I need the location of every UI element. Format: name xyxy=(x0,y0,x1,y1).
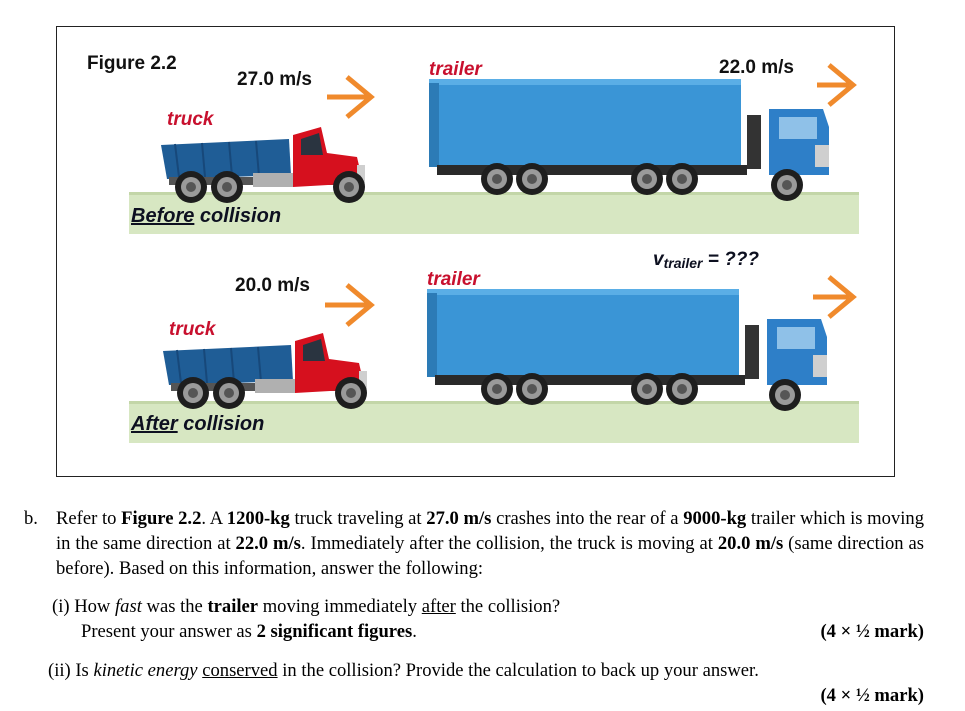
caption-before-underlined: Before xyxy=(131,205,195,227)
question-number: b. xyxy=(24,508,38,529)
trailer-speed-before: 22.0 m/s xyxy=(719,57,794,78)
q-text: the collision? xyxy=(455,596,561,617)
truck-velocity-arrow-after xyxy=(325,285,371,325)
v-symbol: v xyxy=(653,249,664,270)
truck-after xyxy=(163,333,367,409)
q-bold: 1200-kg xyxy=(226,508,290,529)
caption-after-rest: collision xyxy=(177,413,265,435)
q-italic: fast xyxy=(115,596,142,617)
sub-question-i-line2 xyxy=(52,619,924,644)
trailer-after xyxy=(427,289,827,411)
figure-2-2 xyxy=(56,26,895,477)
caption-after-underlined: After xyxy=(131,413,178,435)
q-text: . xyxy=(412,621,417,642)
q-bold: 22.0 m/s xyxy=(235,533,301,554)
q-text: . A xyxy=(201,508,227,529)
q-text: in the collision? Provide the calculation to back up your answer. xyxy=(277,660,759,681)
mark-allocation-i: (4 × ½ mark) xyxy=(820,621,924,642)
sub-question-i xyxy=(52,594,924,644)
truck-before xyxy=(161,127,365,203)
q-text: (ii) Is xyxy=(48,660,94,681)
truck-label-before: truck xyxy=(167,109,214,130)
q-text: Refer to xyxy=(56,508,122,529)
trailer-before xyxy=(429,79,829,201)
q-text: (i) How xyxy=(52,596,115,617)
q-text: trailer which is moving in the same direction at xyxy=(56,508,925,554)
q-text: . Immediately after the collision, the truck is moving at xyxy=(300,533,718,554)
q-bold: 20.0 m/s xyxy=(717,533,784,554)
q-text: Present your answer as xyxy=(81,621,257,642)
v-subscript: trailer xyxy=(663,255,703,271)
trailer-velocity-unknown xyxy=(653,249,759,271)
q-italic: kinetic energy xyxy=(93,660,198,681)
q-bold: trailer xyxy=(207,596,259,617)
q-text: crashes into the rear of a xyxy=(491,508,684,529)
q-underlined: after xyxy=(421,596,456,617)
sub-question-ii xyxy=(48,658,924,706)
q-text: truck traveling at xyxy=(289,508,427,529)
q-bold: Figure 2.2 xyxy=(121,508,202,529)
figure-title: Figure 2.2 xyxy=(87,53,177,74)
trailer-label-after: trailer xyxy=(427,269,480,290)
collision-illustration xyxy=(57,27,896,478)
q-underlined: conserved xyxy=(202,660,278,681)
sub-question-ii-line1 xyxy=(48,658,924,683)
caption-before xyxy=(131,205,281,228)
truck-speed-after: 20.0 m/s xyxy=(235,275,310,296)
question-b xyxy=(24,506,924,581)
truck-speed-before: 27.0 m/s xyxy=(237,69,312,90)
q-bold: 2 significant figures xyxy=(256,621,413,642)
trailer-label-before: trailer xyxy=(429,59,482,80)
q-text: was the xyxy=(141,596,208,617)
v-value: = ??? xyxy=(702,249,759,270)
trailer-velocity-arrow-after xyxy=(813,277,853,317)
q-bold: 9000-kg xyxy=(683,508,747,529)
mark-allocation-ii: (4 × ½ mark) xyxy=(820,685,924,706)
caption-before-rest: collision xyxy=(194,205,282,227)
caption-after xyxy=(131,413,264,436)
q-text: moving immediately xyxy=(258,596,422,617)
sub-question-i-line1 xyxy=(52,594,924,619)
trailer-velocity-arrow-before xyxy=(817,65,853,105)
question-b-body xyxy=(56,506,924,581)
q-text: (same direction as before). Based on this information, answer the following: xyxy=(56,533,925,579)
q-bold: 27.0 m/s xyxy=(426,508,492,529)
truck-label-after: truck xyxy=(169,319,216,340)
